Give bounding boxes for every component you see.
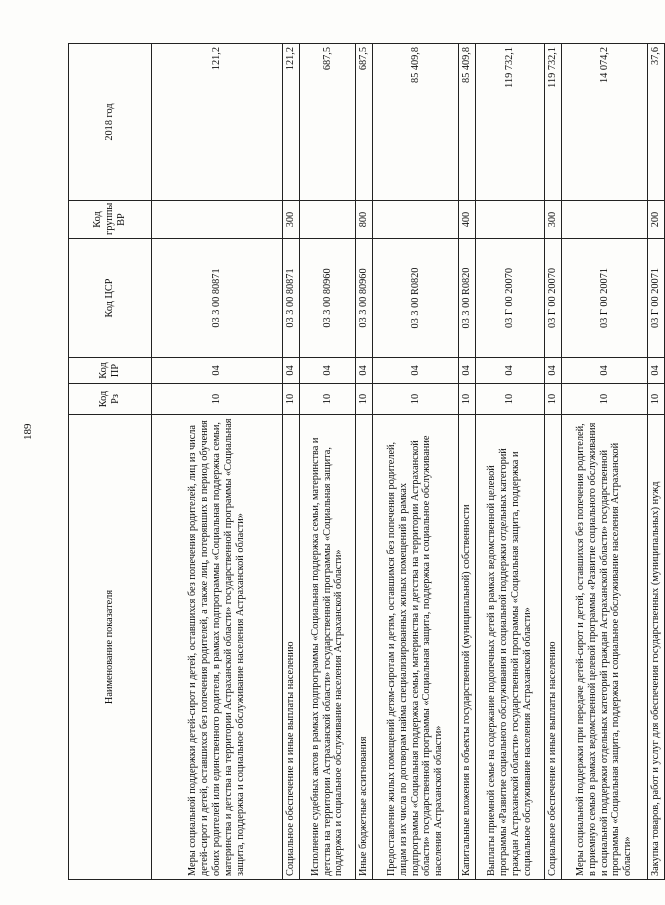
cell-csr: 03 Г 00 20070 xyxy=(476,239,545,358)
cell-vr xyxy=(300,201,356,239)
cell-rz: 10 xyxy=(545,384,562,415)
cell-value: 119 732,1 xyxy=(476,44,545,201)
table-row xyxy=(545,44,562,880)
cell-rz: 10 xyxy=(459,384,476,415)
cell-vr xyxy=(373,201,459,239)
header-rz: Код Рз xyxy=(69,384,152,415)
table-body xyxy=(152,44,665,880)
cell-value: 121,2 xyxy=(283,44,300,201)
cell-value: 14 074,2 xyxy=(562,44,648,201)
header-vr: Код группы ВР xyxy=(69,201,152,239)
cell-vr xyxy=(562,201,648,239)
cell-name: Исполнение судебных актов в рамках подпрограммы «Социальная поддержка семьи, материнства и детства на территории Астраханской области» государственной программы «Социальная защита, поддержка и социальное обслуживание населения Астраханской области» xyxy=(300,415,356,880)
cell-rz: 10 xyxy=(283,384,300,415)
table-row xyxy=(562,44,648,880)
table-row xyxy=(648,44,665,880)
cell-rz: 10 xyxy=(476,384,545,415)
cell-vr: 300 xyxy=(283,201,300,239)
cell-name: Выплаты приемной семье на содержание подопечных детей в рамках ведомственной целевой программы «Развитие социального обслуживания и социальной поддержки отдельных категорий граждан Астраханской области» государственной программы «Социальная защита, поддержка и социальное обслуживание населения Астраханской области» xyxy=(476,415,545,880)
cell-name: Меры социальной поддержки при передаче детей-сирот и детей, оставшихся без попечения родителей, в приемную семью в рамках ведомственной целевой программы «Развитие социального обслуживания и социальной поддержки отдельных категорий граждан Астраханской области» государственной программы «Социальная защита, поддержка и социальное обслуживание населения Астраханской области» xyxy=(562,415,648,880)
cell-rz: 10 xyxy=(373,384,459,415)
cell-name: Капитальные вложения в объекты государственной (муниципальной) собственности xyxy=(459,415,476,880)
cell-value: 687,5 xyxy=(300,44,356,201)
cell-rz: 10 xyxy=(300,384,356,415)
header-csr: Код ЦСР xyxy=(69,239,152,358)
cell-value: 121,2 xyxy=(152,44,283,201)
cell-csr: 03 Г 00 20070 xyxy=(545,239,562,358)
cell-value: 119 732,1 xyxy=(545,44,562,201)
cell-pr: 04 xyxy=(283,358,300,384)
cell-rz: 10 xyxy=(152,384,283,415)
cell-vr xyxy=(152,201,283,239)
cell-name: Предоставление жилых помещений детям-сиротам и детям, оставшимся без попечения родителей, лицам из их числа по договорам найма специализированных жилых помещений в рамках подпрограммы «Социальная поддержка семьи, материнства и детства на территории Астраханской области» государственной программы «Социальная защита, поддержка и социальное обслуживание населения Астраханской области» xyxy=(373,415,459,880)
cell-pr: 04 xyxy=(152,358,283,384)
cell-rz: 10 xyxy=(562,384,648,415)
cell-name: Меры социальной поддержки детей-сирот и детей, оставшихся без попечения родителей, лиц из числа детей-сирот и детей, оставшихся без попечения родителей, а также лиц, потерявших в период обучения обоих родителей или единственного родителя, в рамках подпрограммы «Социальная поддержка семьи, материнства и детства на территории Астраханской области» государственной программы «Социальная защита, поддержка и социальное обслуживание населения Астраханской области» xyxy=(152,415,283,880)
rotated-table-wrapper xyxy=(68,44,662,880)
cell-value: 85 409,8 xyxy=(373,44,459,201)
table-row xyxy=(152,44,283,880)
cell-csr: 03 Г 00 20071 xyxy=(562,239,648,358)
cell-name: Закупка товаров, работ и услуг для обеспечения государственных (муниципальных) нужд xyxy=(648,415,665,880)
cell-rz: 10 xyxy=(648,384,665,415)
cell-pr: 04 xyxy=(476,358,545,384)
cell-pr: 04 xyxy=(459,358,476,384)
cell-value: 37,6 xyxy=(648,44,665,201)
budget-table xyxy=(68,43,665,880)
cell-value: 85 409,8 xyxy=(459,44,476,201)
table-row xyxy=(373,44,459,880)
cell-csr: 03 3 00 80960 xyxy=(356,239,373,358)
table-row xyxy=(283,44,300,880)
cell-name: Иные бюджетные ассигнования xyxy=(356,415,373,880)
cell-vr: 200 xyxy=(648,201,665,239)
table-row xyxy=(356,44,373,880)
table-row xyxy=(476,44,545,880)
table-row xyxy=(459,44,476,880)
cell-name: Социальное обеспечение и иные выплаты населению xyxy=(545,415,562,880)
cell-csr: 03 3 00 R0820 xyxy=(373,239,459,358)
header-name: Наименование показателя xyxy=(69,415,152,880)
cell-vr: 800 xyxy=(356,201,373,239)
header-row xyxy=(69,44,152,880)
cell-csr: 03 3 00 R0820 xyxy=(459,239,476,358)
cell-pr: 04 xyxy=(300,358,356,384)
header-year: 2018 год xyxy=(69,44,152,201)
cell-pr: 04 xyxy=(545,358,562,384)
cell-value: 687,5 xyxy=(356,44,373,201)
cell-rz: 10 xyxy=(356,384,373,415)
cell-csr: 03 Г 00 20071 xyxy=(648,239,665,358)
header-pr: Код ПР xyxy=(69,358,152,384)
cell-csr: 03 3 00 80871 xyxy=(152,239,283,358)
cell-pr: 04 xyxy=(356,358,373,384)
cell-vr: 400 xyxy=(459,201,476,239)
table-row xyxy=(300,44,356,880)
cell-pr: 04 xyxy=(562,358,648,384)
cell-name: Социальное обеспечение и иные выплаты населению xyxy=(283,415,300,880)
cell-pr: 04 xyxy=(648,358,665,384)
cell-csr: 03 3 00 80871 xyxy=(283,239,300,358)
cell-pr: 04 xyxy=(373,358,459,384)
cell-vr xyxy=(476,201,545,239)
cell-csr: 03 3 00 80960 xyxy=(300,239,356,358)
page-number: 189 xyxy=(22,423,34,440)
cell-vr: 300 xyxy=(545,201,562,239)
